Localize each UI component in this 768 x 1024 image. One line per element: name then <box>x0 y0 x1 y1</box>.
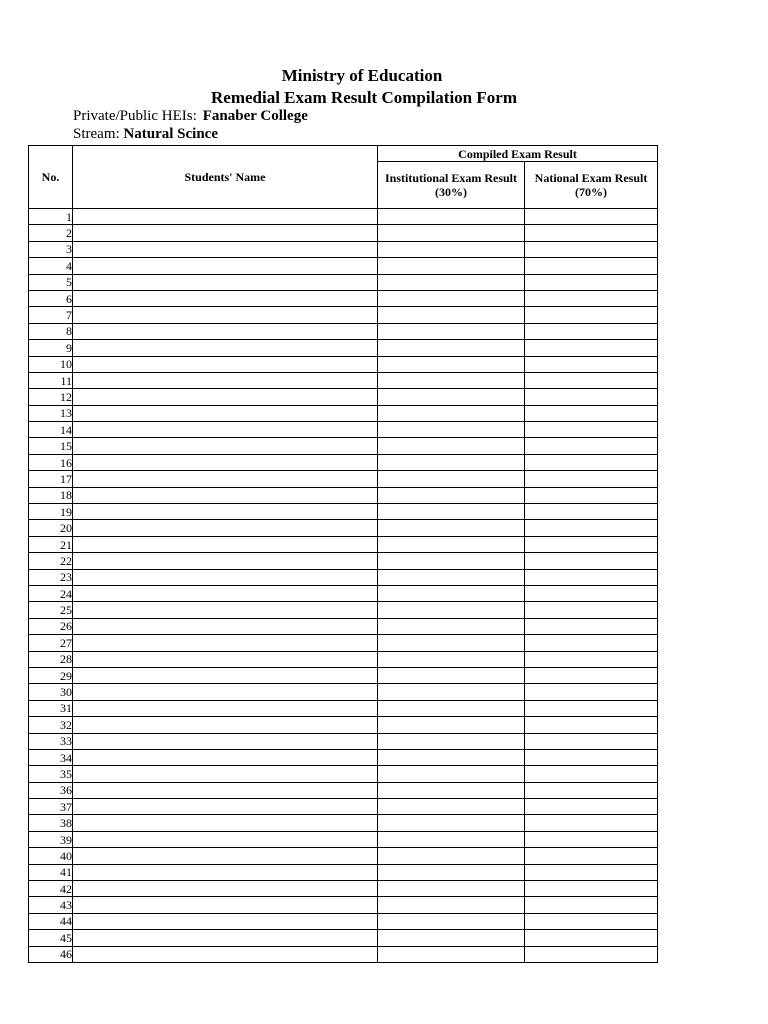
national-result-cell[interactable] <box>525 897 658 913</box>
row-number: 30 <box>29 684 73 700</box>
institutional-result-cell[interactable] <box>378 618 525 634</box>
row-number: 14 <box>29 422 73 438</box>
row-number: 15 <box>29 438 73 454</box>
row-number: 8 <box>29 323 73 339</box>
institutional-result-cell[interactable] <box>378 749 525 765</box>
student-name-cell[interactable] <box>73 225 378 241</box>
national-result-cell[interactable] <box>525 749 658 765</box>
institutional-result-cell[interactable] <box>378 864 525 880</box>
national-result-cell[interactable] <box>525 536 658 552</box>
table-row <box>29 585 658 601</box>
student-name-cell[interactable] <box>73 635 378 651</box>
national-result-cell[interactable] <box>525 569 658 585</box>
institutional-result-cell[interactable] <box>378 225 525 241</box>
national-result-cell[interactable] <box>525 454 658 470</box>
student-name-cell[interactable] <box>73 274 378 290</box>
hei-line <box>73 108 308 125</box>
row-number: 11 <box>29 372 73 388</box>
row-number: 41 <box>29 864 73 880</box>
student-name-cell[interactable] <box>73 815 378 831</box>
national-result-cell[interactable] <box>525 881 658 897</box>
student-name-cell[interactable] <box>73 602 378 618</box>
institutional-result-cell[interactable] <box>378 356 525 372</box>
row-number: 13 <box>29 405 73 421</box>
col-header-no: No. <box>29 146 73 209</box>
student-name-cell[interactable] <box>73 454 378 470</box>
national-result-cell[interactable] <box>525 602 658 618</box>
table-row <box>29 831 658 847</box>
institutional-result-cell[interactable] <box>378 504 525 520</box>
student-name-cell[interactable] <box>73 766 378 782</box>
student-name-cell[interactable] <box>73 897 378 913</box>
national-result-cell[interactable] <box>525 372 658 388</box>
row-number: 27 <box>29 635 73 651</box>
institutional-result-cell[interactable] <box>378 307 525 323</box>
national-result-cell[interactable] <box>525 520 658 536</box>
col-group-compiled-result: Compiled Exam Result <box>378 146 658 162</box>
table-row <box>29 372 658 388</box>
table-row <box>29 389 658 405</box>
student-name-cell[interactable] <box>73 553 378 569</box>
institutional-result-cell[interactable] <box>378 799 525 815</box>
table-row <box>29 733 658 749</box>
table-row <box>29 749 658 765</box>
student-name-cell[interactable] <box>73 405 378 421</box>
national-result-cell[interactable] <box>525 831 658 847</box>
table-row <box>29 520 658 536</box>
student-name-cell[interactable] <box>73 290 378 306</box>
table-row <box>29 422 658 438</box>
institutional-result-cell[interactable] <box>378 569 525 585</box>
institutional-result-cell[interactable] <box>378 848 525 864</box>
row-number: 23 <box>29 569 73 585</box>
row-number: 10 <box>29 356 73 372</box>
table-row <box>29 799 658 815</box>
col-header-institutional: Institutional Exam Result (30%) <box>378 162 525 209</box>
table-row <box>29 405 658 421</box>
student-name-cell[interactable] <box>73 618 378 634</box>
hei-value: Fanaber College <box>202 108 308 124</box>
row-number: 44 <box>29 913 73 929</box>
institutional-result-cell[interactable] <box>378 897 525 913</box>
table-row <box>29 225 658 241</box>
row-number: 18 <box>29 487 73 503</box>
student-name-cell[interactable] <box>73 651 378 667</box>
table-row <box>29 700 658 716</box>
student-name-cell[interactable] <box>73 569 378 585</box>
row-number: 19 <box>29 504 73 520</box>
row-number: 17 <box>29 471 73 487</box>
institutional-result-cell[interactable] <box>378 717 525 733</box>
national-result-cell[interactable] <box>525 799 658 815</box>
table-row <box>29 569 658 585</box>
institutional-result-cell[interactable] <box>378 323 525 339</box>
table-row <box>29 454 658 470</box>
student-name-cell[interactable] <box>73 536 378 552</box>
col-header-students-name: Students' Name <box>73 146 378 209</box>
national-result-cell[interactable] <box>525 815 658 831</box>
row-number: 36 <box>29 782 73 798</box>
national-result-cell[interactable] <box>525 340 658 356</box>
national-result-cell[interactable] <box>525 766 658 782</box>
national-result-cell[interactable] <box>525 487 658 503</box>
national-result-cell[interactable] <box>525 504 658 520</box>
row-number: 32 <box>29 717 73 733</box>
hei-label: Private/Public HEIs: <box>73 108 197 124</box>
national-result-cell[interactable] <box>525 733 658 749</box>
student-name-cell[interactable] <box>73 913 378 929</box>
institutional-result-cell[interactable] <box>378 405 525 421</box>
institutional-result-cell[interactable] <box>378 274 525 290</box>
table-row <box>29 602 658 618</box>
national-result-cell[interactable] <box>525 438 658 454</box>
col-header-national: National Exam Result (70%) <box>525 162 658 209</box>
row-number: 35 <box>29 766 73 782</box>
table-row <box>29 536 658 552</box>
institutional-result-cell[interactable] <box>378 241 525 257</box>
national-result-cell[interactable] <box>525 209 658 225</box>
table-row <box>29 717 658 733</box>
institutional-result-cell[interactable] <box>378 520 525 536</box>
institutional-result-cell[interactable] <box>378 209 525 225</box>
row-number: 42 <box>29 881 73 897</box>
row-number: 6 <box>29 290 73 306</box>
row-number: 12 <box>29 389 73 405</box>
table-row <box>29 290 658 306</box>
institutional-result-cell[interactable] <box>378 487 525 503</box>
table-row <box>29 258 658 274</box>
national-result-cell[interactable] <box>525 717 658 733</box>
table-row <box>29 487 658 503</box>
row-number: 31 <box>29 700 73 716</box>
student-name-cell[interactable] <box>73 831 378 847</box>
row-number: 2 <box>29 225 73 241</box>
national-result-cell[interactable] <box>525 274 658 290</box>
table-row <box>29 438 658 454</box>
institutional-result-cell[interactable] <box>378 651 525 667</box>
student-name-cell[interactable] <box>73 864 378 880</box>
national-result-cell[interactable] <box>525 323 658 339</box>
institutional-result-cell[interactable] <box>378 881 525 897</box>
table-row <box>29 635 658 651</box>
form-title: Remedial Exam Result Compilation Form <box>211 88 517 107</box>
national-result-cell[interactable] <box>525 422 658 438</box>
national-result-cell[interactable] <box>525 635 658 651</box>
row-number: 4 <box>29 258 73 274</box>
student-name-cell[interactable] <box>73 323 378 339</box>
table-row <box>29 209 658 225</box>
institutional-result-cell[interactable] <box>378 340 525 356</box>
national-result-cell[interactable] <box>525 585 658 601</box>
institutional-result-cell[interactable] <box>378 438 525 454</box>
national-result-cell[interactable] <box>525 307 658 323</box>
institutional-result-cell[interactable] <box>378 536 525 552</box>
institutional-result-cell[interactable] <box>378 635 525 651</box>
stream-label: Stream: <box>73 126 120 142</box>
national-result-cell[interactable] <box>525 258 658 274</box>
institutional-result-cell[interactable] <box>378 667 525 683</box>
institutional-result-cell[interactable] <box>378 913 525 929</box>
national-result-cell[interactable] <box>525 930 658 946</box>
institutional-result-cell[interactable] <box>378 700 525 716</box>
national-result-cell[interactable] <box>525 684 658 700</box>
student-name-cell[interactable] <box>73 520 378 536</box>
student-name-cell[interactable] <box>73 504 378 520</box>
student-name-cell[interactable] <box>73 930 378 946</box>
stream-value: Natural Scince <box>123 126 218 142</box>
result-table <box>28 145 658 963</box>
institutional-result-cell[interactable] <box>378 930 525 946</box>
table-row <box>29 651 658 667</box>
student-name-cell[interactable] <box>73 700 378 716</box>
student-name-cell[interactable] <box>73 258 378 274</box>
row-number: 39 <box>29 831 73 847</box>
table-row <box>29 356 658 372</box>
row-number: 1 <box>29 209 73 225</box>
national-result-cell[interactable] <box>525 553 658 569</box>
national-result-cell[interactable] <box>525 471 658 487</box>
row-number: 3 <box>29 241 73 257</box>
table-row <box>29 323 658 339</box>
student-name-cell[interactable] <box>73 881 378 897</box>
table-row <box>29 782 658 798</box>
row-number: 28 <box>29 651 73 667</box>
row-number: 37 <box>29 799 73 815</box>
row-number: 5 <box>29 274 73 290</box>
institutional-result-cell[interactable] <box>378 782 525 798</box>
student-name-cell[interactable] <box>73 585 378 601</box>
student-name-cell[interactable] <box>73 946 378 962</box>
national-result-cell[interactable] <box>525 405 658 421</box>
institutional-result-cell[interactable] <box>378 372 525 388</box>
row-number: 25 <box>29 602 73 618</box>
institutional-result-cell[interactable] <box>378 290 525 306</box>
national-result-cell[interactable] <box>525 389 658 405</box>
institutional-result-cell[interactable] <box>378 946 525 962</box>
table-row <box>29 667 658 683</box>
institutional-result-cell[interactable] <box>378 258 525 274</box>
national-result-cell[interactable] <box>525 667 658 683</box>
student-name-cell[interactable] <box>73 782 378 798</box>
table-row <box>29 684 658 700</box>
student-name-cell[interactable] <box>73 307 378 323</box>
row-number: 7 <box>29 307 73 323</box>
institutional-result-cell[interactable] <box>378 831 525 847</box>
student-name-cell[interactable] <box>73 422 378 438</box>
table-row <box>29 848 658 864</box>
table-row <box>29 930 658 946</box>
national-result-cell[interactable] <box>525 290 658 306</box>
national-result-cell[interactable] <box>525 241 658 257</box>
student-name-cell[interactable] <box>73 799 378 815</box>
institutional-result-cell[interactable] <box>378 454 525 470</box>
table-row <box>29 881 658 897</box>
table-row <box>29 946 658 962</box>
student-name-cell[interactable] <box>73 487 378 503</box>
institutional-result-cell[interactable] <box>378 733 525 749</box>
row-number: 22 <box>29 553 73 569</box>
student-name-cell[interactable] <box>73 209 378 225</box>
student-name-cell[interactable] <box>73 848 378 864</box>
institutional-result-cell[interactable] <box>378 422 525 438</box>
table-row <box>29 340 658 356</box>
national-result-cell[interactable] <box>525 225 658 241</box>
row-number: 46 <box>29 946 73 962</box>
row-number: 33 <box>29 733 73 749</box>
national-result-cell[interactable] <box>525 356 658 372</box>
student-name-cell[interactable] <box>73 471 378 487</box>
row-number: 9 <box>29 340 73 356</box>
table-row <box>29 307 658 323</box>
row-number: 43 <box>29 897 73 913</box>
national-result-cell[interactable] <box>525 782 658 798</box>
student-name-cell[interactable] <box>73 372 378 388</box>
institutional-result-cell[interactable] <box>378 602 525 618</box>
row-number: 45 <box>29 930 73 946</box>
institutional-result-cell[interactable] <box>378 815 525 831</box>
table-row <box>29 864 658 880</box>
row-number: 16 <box>29 454 73 470</box>
row-number: 38 <box>29 815 73 831</box>
table-body <box>29 209 658 963</box>
table-row <box>29 815 658 831</box>
row-number: 21 <box>29 536 73 552</box>
institutional-result-cell[interactable] <box>378 585 525 601</box>
student-name-cell[interactable] <box>73 389 378 405</box>
institutional-result-cell[interactable] <box>378 684 525 700</box>
table-row <box>29 504 658 520</box>
institutional-result-cell[interactable] <box>378 766 525 782</box>
table-row <box>29 913 658 929</box>
national-result-cell[interactable] <box>525 651 658 667</box>
table-row <box>29 897 658 913</box>
national-result-cell[interactable] <box>525 913 658 929</box>
ministry-title: Ministry of Education <box>281 66 443 85</box>
stream-line <box>73 126 218 143</box>
table-row <box>29 241 658 257</box>
table-row <box>29 766 658 782</box>
row-number: 24 <box>29 585 73 601</box>
table-row <box>29 274 658 290</box>
table-row <box>29 553 658 569</box>
row-number: 26 <box>29 618 73 634</box>
institutional-result-cell[interactable] <box>378 471 525 487</box>
institutional-result-cell[interactable] <box>378 389 525 405</box>
student-name-cell[interactable] <box>73 749 378 765</box>
student-name-cell[interactable] <box>73 667 378 683</box>
row-number: 40 <box>29 848 73 864</box>
national-result-cell[interactable] <box>525 848 658 864</box>
student-name-cell[interactable] <box>73 340 378 356</box>
student-name-cell[interactable] <box>73 438 378 454</box>
row-number: 20 <box>29 520 73 536</box>
student-name-cell[interactable] <box>73 733 378 749</box>
student-name-cell[interactable] <box>73 717 378 733</box>
student-name-cell[interactable] <box>73 356 378 372</box>
national-result-cell[interactable] <box>525 946 658 962</box>
table-row <box>29 471 658 487</box>
row-number: 34 <box>29 749 73 765</box>
student-name-cell[interactable] <box>73 241 378 257</box>
institutional-result-cell[interactable] <box>378 553 525 569</box>
national-result-cell[interactable] <box>525 700 658 716</box>
row-number: 29 <box>29 667 73 683</box>
table-row <box>29 618 658 634</box>
national-result-cell[interactable] <box>525 618 658 634</box>
student-name-cell[interactable] <box>73 684 378 700</box>
national-result-cell[interactable] <box>525 864 658 880</box>
